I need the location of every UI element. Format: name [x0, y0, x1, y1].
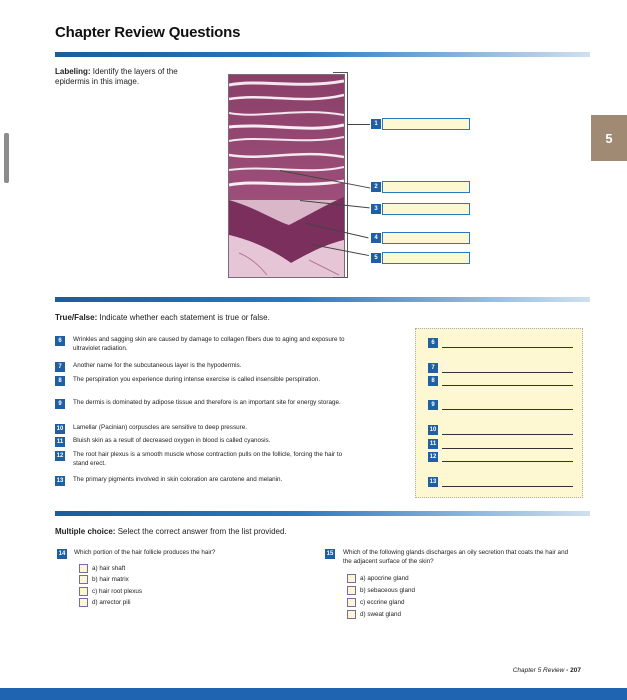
mc-question-text: Which of the following glands discharges an oily secretion that coats the hair and the adjacent surface of the skin? [343, 549, 569, 566]
label-badge-5: 5 [371, 253, 381, 263]
option-checkbox[interactable] [79, 598, 88, 607]
mc-option[interactable] [347, 598, 404, 607]
mc-question-number: 15 [326, 551, 334, 557]
tf-text: The root hair plexus is a smooth muscle whose contraction pulls on the follicle, forcing the hair to stand erect. [73, 451, 343, 468]
label-answer-box-1[interactable] [382, 118, 470, 130]
tf-number: 8 [55, 376, 65, 386]
option-label: c) eccrine gland [360, 599, 405, 606]
tf-answer-number: 12 [429, 454, 437, 460]
mc-question-text: Which portion of the hair follicle produces the hair? [74, 549, 216, 556]
tf-text: The perspiration you experience during intense exercise is called insensible perspiration. [73, 376, 321, 383]
label-badge-3: 3 [371, 204, 381, 214]
label-answer-box-3[interactable] [382, 203, 470, 215]
tf-answer-row[interactable] [428, 400, 573, 410]
tf-answer-number: 6 [428, 338, 438, 348]
scroll-indicator [4, 133, 9, 183]
tf-text: Another name for the subcutaneous layer is the hypodermis. [73, 362, 242, 369]
true-false-heading: True/False: [55, 313, 98, 322]
tf-answer-row[interactable] [428, 376, 573, 386]
label-badge-4: 4 [371, 233, 381, 243]
label-badge-1: 1 [371, 119, 381, 129]
tf-number: 13 [55, 476, 65, 486]
option-label: b) sebaceous gland [360, 587, 415, 594]
multiple-choice-instruction: Select the correct answer from the list provided. [117, 527, 287, 536]
tf-answer-line[interactable] [442, 461, 573, 462]
tf-answer-line[interactable] [442, 372, 573, 373]
tf-answer-number: 8 [428, 376, 438, 386]
option-checkbox[interactable] [347, 598, 356, 607]
tf-text: Wrinkles and sagging skin are caused by damage to collagen fibers due to aging and exposure to ultraviolet radiation. [73, 336, 345, 353]
bottom-bar [0, 688, 627, 700]
mc-option[interactable] [79, 598, 131, 607]
option-label: b) hair matrix [92, 576, 129, 583]
title-rule [55, 52, 590, 57]
multiple-choice-rule [55, 511, 590, 516]
mc-option[interactable] [79, 575, 129, 584]
option-label: c) hair root plexus [92, 588, 143, 595]
labeling-heading: Labeling: [55, 67, 91, 76]
label-answer-box-5[interactable] [382, 252, 470, 264]
tf-text: Bluish skin as a result of decreased oxygen in blood is called cyanosis. [73, 437, 271, 444]
label-answer-box-4[interactable] [382, 232, 470, 244]
true-false-rule [55, 297, 590, 302]
mc-option[interactable] [347, 574, 409, 583]
label-badge-2: 2 [371, 182, 381, 192]
multiple-choice-section-label [55, 527, 455, 537]
tf-answer-line[interactable] [442, 347, 573, 348]
option-checkbox[interactable] [347, 610, 356, 619]
true-false-answer-panel [415, 328, 583, 498]
option-checkbox[interactable] [79, 587, 88, 596]
option-label: d) arrector pili [92, 599, 131, 606]
true-false-section-label [55, 313, 405, 323]
page-footer [513, 667, 581, 674]
page-number: 207 [570, 667, 581, 674]
footer-separator: - [564, 667, 571, 674]
tf-answer-number: 10 [429, 427, 437, 433]
tf-number: 10 [55, 424, 65, 434]
option-checkbox[interactable] [79, 575, 88, 584]
tf-answer-number: 7 [428, 363, 438, 373]
tf-answer-row[interactable] [428, 363, 573, 373]
true-false-instruction: Indicate whether each statement is true or false. [99, 313, 270, 322]
tf-answer-line[interactable] [442, 448, 573, 449]
tf-answer-line[interactable] [442, 434, 573, 435]
tf-number: 9 [55, 399, 65, 409]
tf-answer-line[interactable] [442, 409, 573, 410]
tf-answer-row[interactable] [428, 425, 573, 435]
tf-answer-row[interactable] [428, 439, 573, 449]
tf-number: 6 [55, 336, 65, 346]
option-checkbox[interactable] [79, 564, 88, 573]
option-label: a) hair shaft [92, 565, 126, 572]
tf-answer-row[interactable] [428, 452, 573, 462]
tf-text: The primary pigments involved in skin coloration are carotene and melanin. [73, 476, 283, 483]
mc-option[interactable] [347, 586, 415, 595]
tf-answer-line[interactable] [442, 486, 573, 487]
tf-answer-number: 13 [429, 479, 437, 485]
page-title: Chapter Review Questions [55, 24, 241, 41]
leader-line-1 [347, 124, 370, 125]
labeling-section-label [55, 67, 180, 87]
option-checkbox[interactable] [347, 586, 356, 595]
chapter-tab[interactable]: 5 [591, 115, 627, 161]
mc-question-number: 14 [58, 551, 66, 557]
mc-option[interactable] [79, 564, 125, 573]
footer-chapter: Chapter 5 Review [512, 667, 565, 674]
mc-option[interactable] [79, 587, 142, 596]
tf-answer-line[interactable] [442, 385, 573, 386]
mc-option[interactable] [347, 610, 401, 619]
tf-number: 7 [55, 362, 65, 372]
tf-number: 12 [55, 451, 65, 461]
micrograph-bracket [333, 72, 348, 278]
labeling-instruction: Identify the layers of the epidermis in this image. [55, 67, 178, 86]
tf-number: 11 [55, 437, 65, 447]
option-label: d) sweat gland [360, 611, 401, 618]
option-checkbox[interactable] [347, 574, 356, 583]
tf-answer-row[interactable] [428, 338, 573, 348]
tf-answer-row[interactable] [428, 477, 573, 487]
multiple-choice-heading: Multiple choice: [55, 527, 116, 536]
tf-text: The dermis is dominated by adipose tissue and therefore is an important site for energy storage. [73, 399, 341, 406]
tf-answer-number: 9 [428, 400, 438, 410]
tf-answer-number: 11 [429, 441, 437, 447]
tf-text: Lamellar (Pacinian) corpuscles are sensitive to deep pressure. [73, 424, 247, 431]
option-label: a) apocrine gland [360, 575, 409, 582]
label-answer-box-2[interactable] [382, 181, 470, 193]
